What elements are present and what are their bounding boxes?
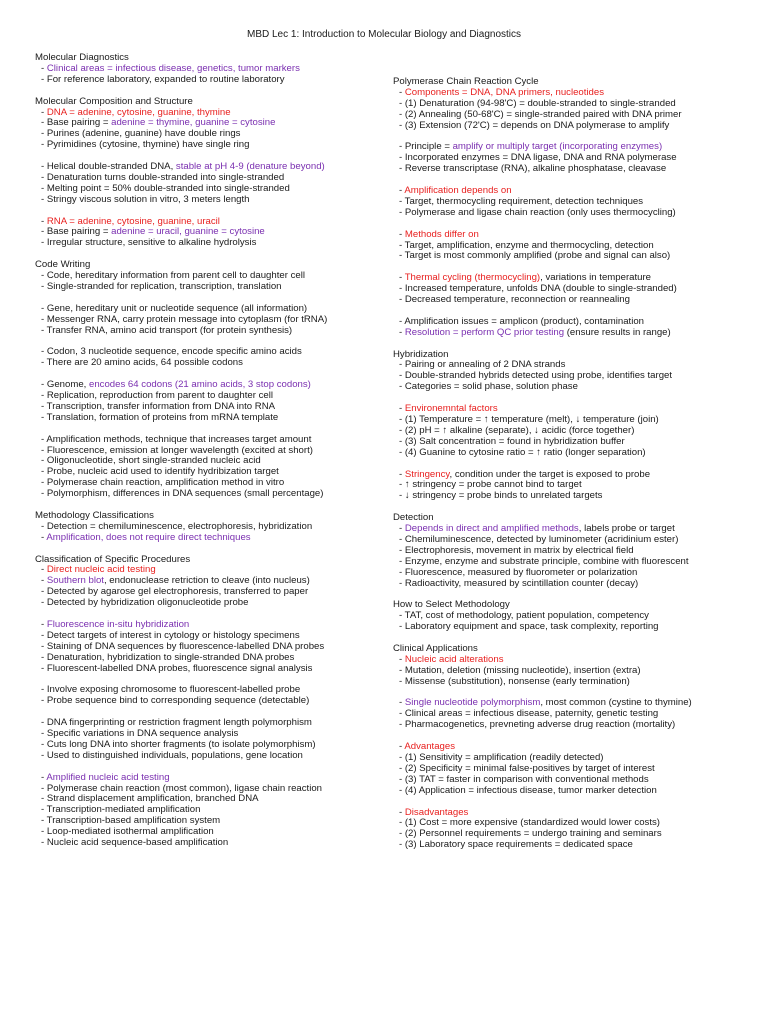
text-span: - Detection = chemiluminescence, electrophoresis, hybridization (41, 520, 313, 532)
section-heading: Molecular Diagnostics (35, 52, 129, 63)
text-span: , variations in temperature (540, 272, 652, 284)
text-span: - TAT, cost of methodology, patient population, competency (399, 610, 649, 622)
text-span: - (41, 215, 47, 227)
highlighted-text: adenine = thymine, guanine = cytosine (111, 117, 276, 129)
text-span: - Amplification methods, technique that increases target amount (41, 433, 312, 445)
text-span: - Codon, 3 nucleotide sequence, encode specific amino acids (41, 346, 302, 358)
text-span: - Transcription-based amplification system (41, 815, 221, 827)
text-span: - Gene, hereditary unit or nucleotide sequence (all information) (41, 302, 308, 314)
text-span: - (41, 564, 47, 576)
highlighted-text: Methods differ on (404, 228, 479, 240)
section-heading: Methodology Classifications (35, 509, 154, 521)
text-span: - Probe sequence bind to corresponding sequence (detectable) (41, 695, 310, 707)
text-span: - (41, 62, 47, 74)
section-heading: Classification of Specific Procedures (35, 553, 191, 565)
text-span: - Irregular structure, sensitive to alkaline hydrolysis (41, 237, 257, 249)
text-span: - (399, 228, 405, 240)
text-span: - (2) Personnel requirements = undergo training and seminars (399, 828, 662, 840)
bullet-line (35, 751, 387, 762)
text-span: - Categories = solid phase, solution phase (399, 381, 578, 393)
text-span: - Replication, reproduction from parent to daughter cell (41, 389, 273, 401)
text-span: - Detected by agarose gel electrophoresis, transferred to paper (41, 586, 309, 598)
highlighted-text: stable at pH 4-9 (denature beyond) (175, 161, 325, 173)
text-span: - Decreased temperature, reconnection or reannealing (399, 294, 630, 306)
text-span: - (41, 771, 47, 783)
bullet-line (393, 208, 738, 219)
document-title: MBD Lec 1: Introduction to Molecular Biology and Diagnostics (246, 29, 522, 40)
spacer (35, 86, 387, 97)
text-span: , most common (cystine to thymine) (540, 697, 692, 709)
text-span: - Detected by hybridization oligonucleotide probe (41, 597, 249, 609)
section-heading: Detection (393, 512, 434, 524)
text-span: - Fluorescent-labelled DNA probes, fluorescence signal analysis (41, 662, 313, 674)
text-span: - Increased temperature, unfolds DNA (double to single-stranded) (399, 283, 677, 295)
text-span: - Melting point = 50% double-stranded into single-stranded (41, 182, 290, 194)
section-heading: Code Writing (35, 259, 91, 271)
bullet-line (35, 533, 387, 544)
highlighted-text: Amplification, does not require direct techniques (46, 531, 251, 543)
text-span: - For reference laboratory, expanded to routine laboratory (41, 73, 285, 85)
text-span: - (3) Laboratory space requirements = dedicated space (399, 839, 633, 851)
bullet-line (393, 677, 738, 688)
spacer (393, 502, 738, 513)
bullet-line (393, 121, 738, 132)
text-span: - (1) Denaturation (94-98'C) = double-stranded to single-stranded (399, 97, 676, 109)
text-span: - Base pairing = (41, 226, 112, 238)
bullet-line (35, 696, 387, 707)
text-span: - Pairing or annealing of 2 DNA strands (399, 359, 566, 371)
bullet-line (393, 840, 738, 851)
highlighted-text: adenine = uracil, guanine = cytosine (111, 226, 265, 238)
text-span: - Clinical areas = infectious disease, paternity, genetic testing (399, 708, 659, 720)
text-span: - Messenger RNA, carry protein message into cytoplasm (for tRNA) (41, 313, 328, 325)
bullet-line (35, 282, 387, 293)
text-span: - Probe, nucleic acid used to identify hydribization target (41, 466, 279, 478)
section-heading: Polymerase Chain Reaction Cycle (393, 76, 539, 87)
text-span: - Stringy viscous solution in vitro, 3 meters length (41, 193, 250, 205)
text-span: - Mutation, deletion (missing nucleotide), insertion (extra) (399, 664, 641, 676)
text-span: - (41, 106, 47, 118)
text-span: - Target is most commonly amplified (probe and signal can also) (399, 250, 671, 262)
highlighted-text: Amplified nucleic acid testing (46, 771, 170, 783)
text-span: - Fluorescence, measured by fluorometer or polarization (399, 566, 638, 578)
bullet-line (35, 664, 387, 675)
text-span: - ↓ stringency = probe binds to unrelated targets (399, 490, 603, 502)
highlighted-text: Clinical areas = infectious disease, genetics, tumor markers (46, 62, 300, 74)
text-span: - Specific variations in DNA sequence analysis (41, 727, 239, 739)
text-span: - Denaturation, hybridization to single-stranded DNA probes (41, 651, 295, 663)
highlighted-text: Environemntal factors (404, 403, 498, 415)
text-span: , labels probe or target (578, 523, 675, 535)
highlighted-text: Direct nucleic acid testing (46, 564, 156, 576)
text-span: - (399, 806, 405, 818)
text-span: - Amplification issues = amplicon (product), contamination (399, 315, 645, 327)
highlighted-text: Stringency (404, 468, 450, 480)
text-span: - (399, 653, 405, 665)
bullet-line (393, 295, 738, 306)
text-span: - Missense (substitution), nonsense (early termination) (399, 675, 630, 687)
text-span: - (399, 185, 405, 197)
bullet-line (393, 448, 738, 459)
text-span: - Transcription, transfer information from DNA into RNA (41, 400, 276, 412)
highlighted-text: Resolution = perform QC prior testing (404, 326, 565, 338)
spacer (393, 339, 738, 350)
bullet-line (393, 491, 738, 502)
text-span: - (41, 531, 47, 543)
text-span: - DNA fingerprinting or restriction fragment length polymorphism (41, 717, 312, 729)
text-span: - (399, 697, 405, 709)
bullet-line (35, 358, 387, 369)
text-span: - (2) Annealing (50-68'C) = single-stranded paired with DNA primer (399, 108, 682, 120)
text-span: - Base pairing = (41, 117, 112, 129)
text-span: - Involve exposing chromosome to fluorescent-labelled probe (41, 684, 301, 696)
text-span: - Reverse transcriptase (RNA), alkaline phosphatase, cleavase (399, 163, 667, 175)
section-heading: Clinical Applications (393, 642, 478, 654)
text-span: - (399, 523, 405, 535)
bullet-line (35, 413, 387, 424)
text-span: - Transfer RNA, amino acid transport (for protein synthesis) (41, 324, 293, 336)
text-span: - (4) Application = infectious disease, tumor marker detection (399, 784, 657, 796)
text-span: - (399, 326, 405, 338)
text-span: - Laboratory equipment and space, task complexity, reporting (399, 621, 659, 633)
spacer (35, 544, 387, 555)
highlighted-text: Advantages (404, 741, 456, 753)
highlighted-text: Amplification depends on (404, 185, 512, 197)
highlighted-text: RNA = adenine, cytosine, guanine, uracil (46, 215, 220, 227)
text-span: - Translation, formation of proteins from mRNA template (41, 411, 279, 423)
text-span: , endonuclease retriction to cleave (into nucleus) (103, 575, 310, 587)
text-span: - Target, amplification, enzyme and thermocycling, detection (399, 239, 654, 251)
text-span: - Oligonucleotide, short single-stranded nucleic acid (41, 455, 261, 467)
right-column (393, 77, 738, 851)
text-span: - Transcription-mediated amplification (41, 804, 201, 816)
text-span: - (41, 575, 47, 587)
highlighted-text: Southern blot (46, 575, 104, 587)
text-span: - Cuts long DNA into shorter fragments (to isolate polymorphism) (41, 738, 316, 750)
text-span: - (41, 618, 47, 630)
bullet-line (35, 489, 387, 500)
text-span: - (1) Temperature = ↑ temperature (melt), ↓ temperature (join) (399, 413, 659, 425)
text-span: - Principle = (399, 141, 453, 153)
highlighted-text: Single nucleotide polymorphism (404, 697, 541, 709)
section-heading: Molecular Composition and Structure (35, 95, 193, 107)
text-span: - There are 20 amino acids, 64 possible codons (41, 357, 243, 369)
text-span: - (399, 403, 405, 415)
text-span: - Radioactivity, measured by scintillation counter (decay) (399, 577, 639, 589)
text-span: - (4) Guanine to cytosine ratio = ↑ ratio (longer separation) (399, 446, 646, 458)
text-span: - Chemiluminescence, detected by luminometer (acridinium ester) (399, 533, 679, 545)
text-span: - (399, 86, 405, 98)
bullet-line (35, 598, 387, 609)
text-span: - Electrophoresis, movement in matrix by electrical field (399, 544, 634, 556)
bullet-line (393, 720, 738, 731)
text-span: - (3) Salt concentration = found in hybridization buffer (399, 435, 625, 447)
text-span: - Polymorphism, differences in DNA sequences (small percentage) (41, 488, 324, 500)
text-span: - (399, 741, 405, 753)
bullet-line (393, 622, 738, 633)
bullet-line (35, 838, 387, 849)
text-span: - Helical double-stranded DNA, (41, 161, 176, 173)
text-span: - (2) Specificity = minimal false-positives by target of interest (399, 762, 655, 774)
bullet-line (393, 328, 738, 339)
text-span: - (399, 468, 405, 480)
highlighted-text: DNA = adenine, cytosine, guanine, thymine (46, 106, 231, 118)
text-span: - Detect targets of interest in cytology or histology specimens (41, 629, 300, 641)
text-span: - Purines (adenine, guanine) have double rings (41, 128, 241, 140)
highlighted-text: Components = DNA, DNA primers, nucleotides (404, 86, 605, 98)
text-span: - (3) TAT = faster in comparison with conventional methods (399, 773, 649, 785)
highlighted-text: Thermal cycling (thermocycling) (404, 272, 541, 284)
highlighted-text: Disadvantages (404, 806, 469, 818)
bullet-line (35, 326, 387, 337)
highlighted-text: Nucleic acid alterations (404, 653, 504, 665)
highlighted-text: Depends in direct and amplified methods (404, 523, 579, 535)
text-span: - Genome, (41, 379, 89, 391)
bullet-line (393, 382, 738, 393)
text-span: - Nucleic acid sequence-based amplification (41, 837, 229, 849)
highlighted-text: encodes 64 codons (21 amino acids, 3 stop codons) (89, 379, 311, 391)
text-span: - Target, thermocycling requirement, detection techniques (399, 195, 644, 207)
text-span: - Loop-mediated isothermal amplification (41, 826, 214, 838)
bullet-line (393, 786, 738, 797)
text-span: - (3) Extension (72'C) = depends on DNA polymerase to amplify (399, 119, 670, 131)
text-span: - Polymerase chain reaction (most common), ligase chain reaction (41, 782, 323, 794)
text-span: - (399, 272, 405, 284)
text-span: - Pharmacogenetics, prevneting adverse drug reaction (mortality) (399, 719, 676, 731)
bullet-line (35, 75, 387, 86)
text-span: - Double-stranded hybrids detected using probe, identifies target (399, 370, 673, 382)
text-span: - Polymerase chain reaction, amplification method in vitro (41, 477, 285, 489)
text-span: - Fluorescence, emission at longer wavelength (excited at short) (41, 444, 313, 456)
text-span: , condition under the target is exposed to probe (449, 468, 651, 480)
text-span: - Staining of DNA sequences by fluorescence-labelled DNA probes (41, 640, 325, 652)
highlighted-text: Fluorescence in-situ hybridization (46, 618, 190, 630)
section-heading: How to Select Methodology (393, 599, 510, 611)
text-span: - (1) Cost = more expensive (standardized would lower costs) (399, 817, 661, 829)
text-span: - Denaturation turns double-stranded into single-stranded (41, 171, 285, 183)
section-heading: Hybridization (393, 348, 449, 360)
left-column (35, 53, 387, 849)
text-span: (ensure results in range) (564, 326, 671, 338)
bullet-line (393, 164, 738, 175)
bullet-line (35, 238, 387, 249)
bullet-line (35, 140, 387, 151)
bullet-line (393, 579, 738, 590)
text-span: - Single-stranded for replication, transcription, translation (41, 280, 282, 292)
text-span: - Used to distinguished individuals, populations, gene location (41, 749, 303, 761)
text-span: - Polymerase and ligase chain reaction (only uses thermocycling) (399, 206, 676, 218)
text-span: - ↑ stringency = probe cannot bind to target (399, 479, 582, 491)
text-span: - Incorporated enzymes = DNA ligase, DNA and RNA polymerase (399, 152, 677, 164)
text-span: - (1) Sensitivity = amplification (readily detected) (399, 751, 604, 763)
highlighted-text: amplify or multiply target (incorporating enzymes) (452, 141, 663, 153)
bullet-line (393, 251, 738, 262)
text-span: - Code, hereditary information from parent cell to daughter cell (41, 270, 305, 282)
text-span: - (2) pH = ↑ alkaline (separate), ↓ acidic (force together) (399, 424, 635, 436)
bullet-line (35, 195, 387, 206)
text-span: - Enzyme, enzyme and substrate principle, combine with fluorescent (399, 555, 689, 567)
text-span: - Pyrimidines (cytosine, thymine) have single ring (41, 139, 250, 151)
text-span: - Strand displacement amplification, branched DNA (41, 793, 259, 805)
